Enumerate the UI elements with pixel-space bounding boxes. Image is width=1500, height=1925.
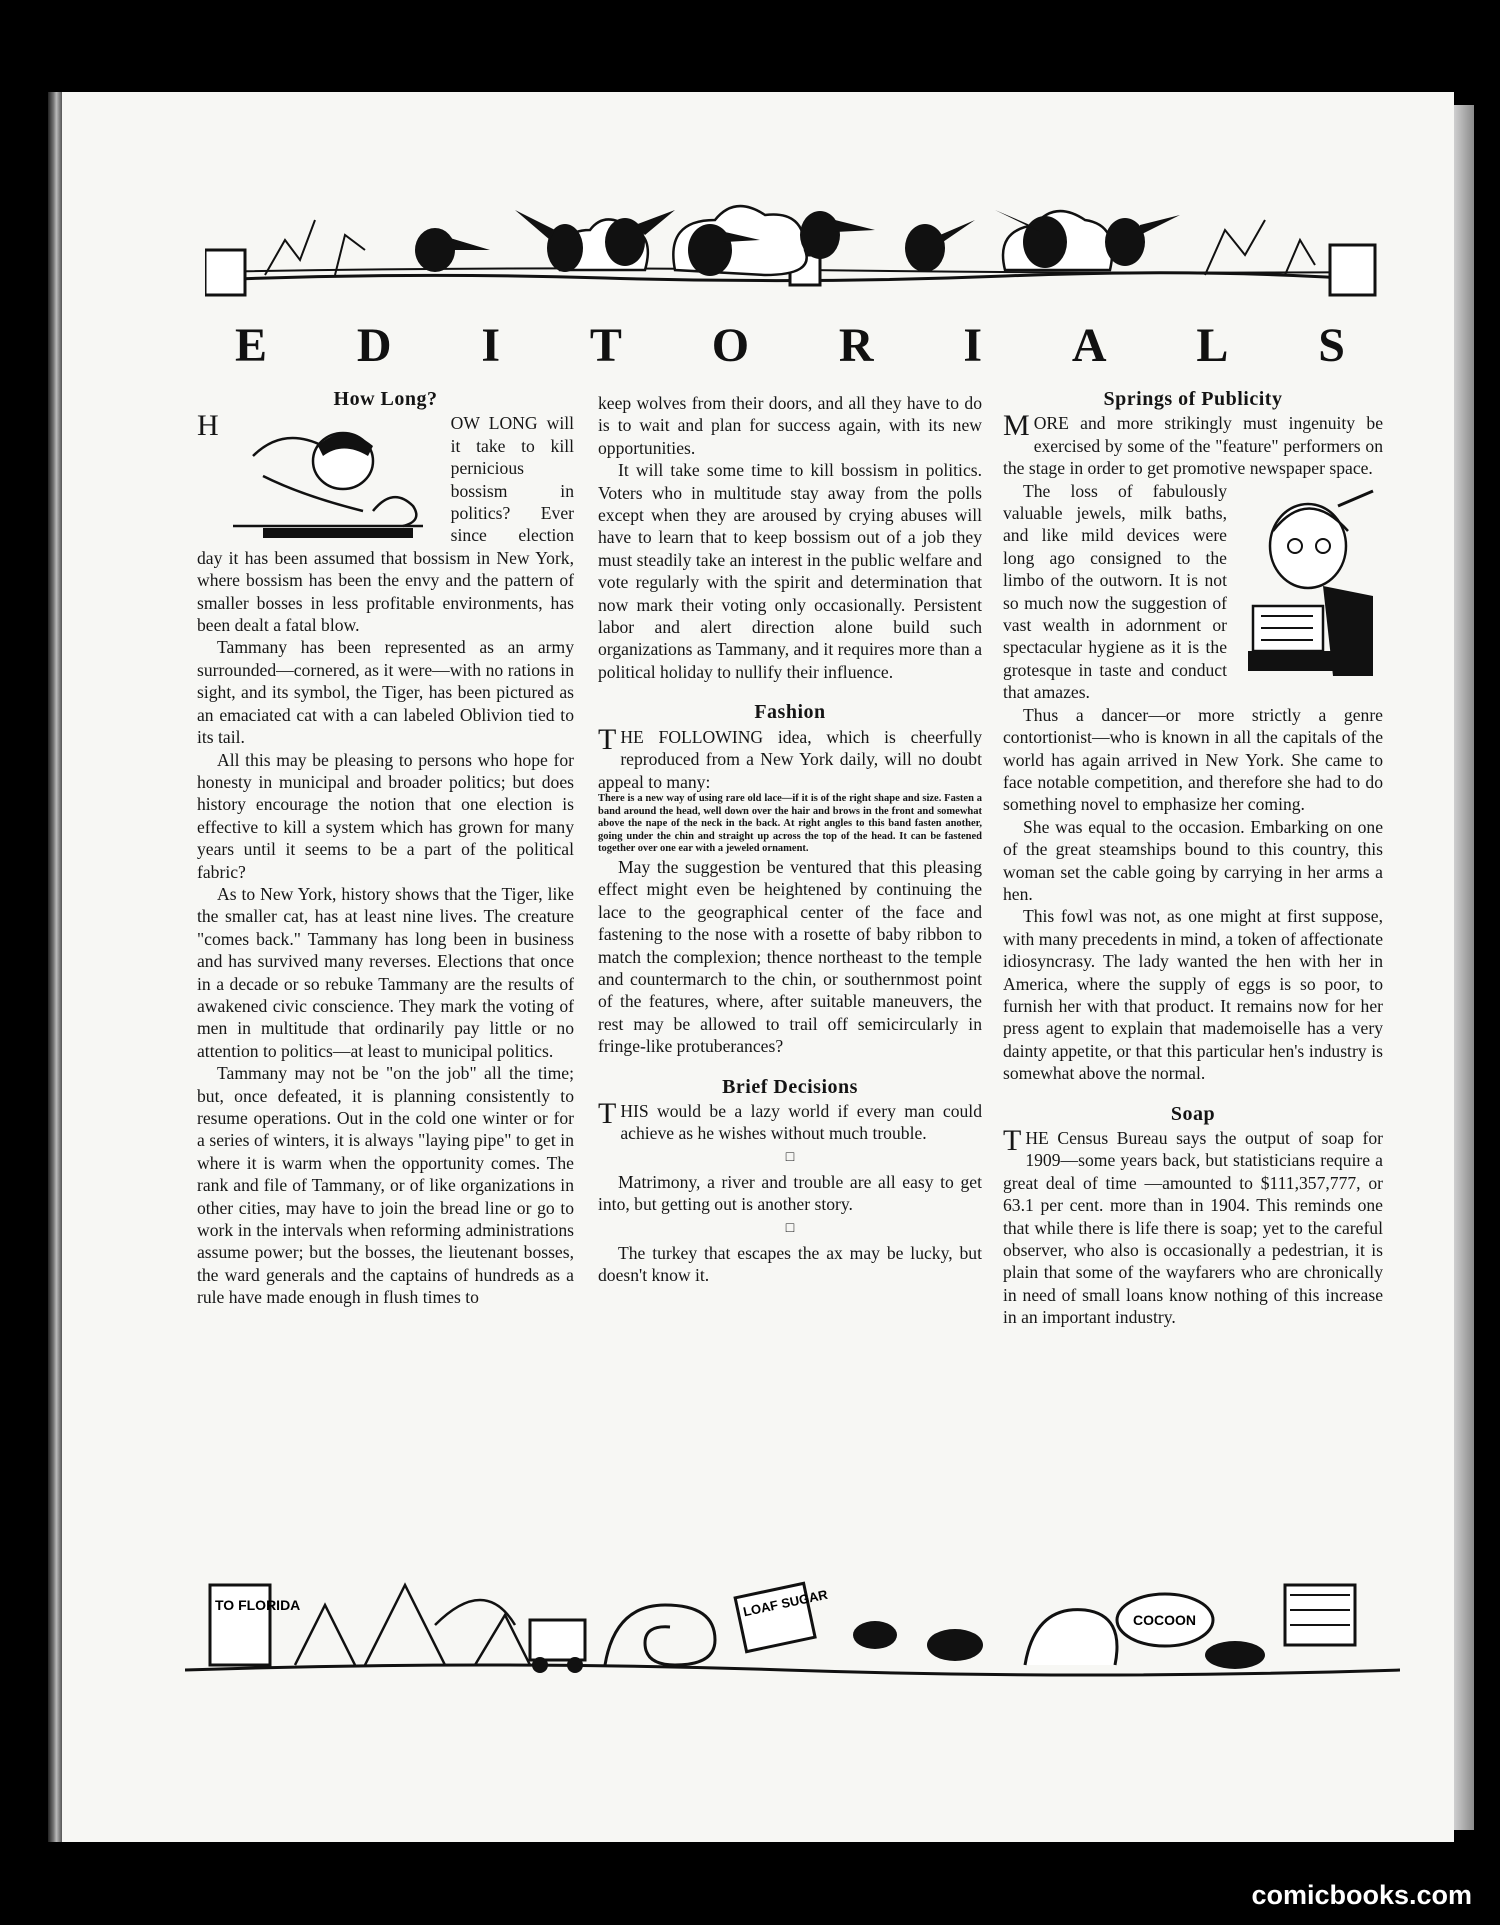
how-long-paragraph-2: Tammany has been represented as an army surrounded—cornered, as it were—with no rations in sight, and its symbol, the Tiger, has been pictured as an emaciated cat with a can labeled Oblivion tied to its tail.: [197, 637, 574, 748]
article-title-springs-of-publicity: Springs of Publicity: [1103, 388, 1283, 410]
how-long-paragraph-6: keep wolves from their doors, and all they have to do is to wait and plan for success again, with its new opportunities.: [598, 393, 982, 458]
spacer: [598, 1058, 982, 1076]
springs-paragraph-1: [1003, 409, 1383, 479]
masthead-letter: D: [356, 319, 392, 372]
footer-illustration-insects: [185, 1565, 1400, 1685]
next-page-edge: [1454, 105, 1474, 1830]
fashion-quote: There is a new way of using rare old lace—if it is of the right shape and size. Fasten a band around the head, well down over the hair and brows in the front and somewhat above the nape of the neck in the back. At right angles to this band fasten another, going under the chin and straight up across the top of the head. It can be fastened together over one ear with a jeweled ornament.: [598, 792, 982, 855]
masthead-letter: L: [1196, 319, 1229, 372]
masthead-title: [235, 318, 1345, 373]
fashion-paragraph-2: May the suggestion be ventured that this pleasing effect might even be heightened by continuing the lace to the geographical center of the face and fastening to the nose with a rosette of baby ribbon to match the complexion; thence northeast to the temple and countermarch to the chin, or southernmost point of the features, where, after suitable maneuvers, the rest may be allowed to trail off semicircularly in fringe-like protuberances?: [598, 856, 982, 1057]
article-title-how-long: How Long?: [333, 388, 438, 410]
book-binding: [48, 92, 62, 1842]
how-long-paragraph-1: [197, 409, 574, 636]
how-long-paragraph-7: It will take some time to kill bossism in politics. Voters who in multitude stay away from the polls except when they are aroused by crying abuses will have to learn that to keep bossism out of a job they must steadily take an interest in the public welfare and vote regularly with the spirit and determination that now mark their voting only occasionally. Persistent labor and alert direction alone build such organizations as Tammany, and it requires more than a political holiday to nullify their influence.: [598, 460, 982, 682]
drop-cap: H: [197, 409, 219, 443]
column-middle: [598, 392, 982, 1286]
footer-sign-label: TO FLORIDA: [215, 1597, 301, 1613]
footer-loaf-label: LOAF SUGAR: [741, 1586, 829, 1620]
masthead-letter: R: [838, 319, 874, 372]
article-title-brief-decisions: Brief Decisions: [722, 1075, 858, 1098]
drop-cap: M: [1003, 409, 1030, 443]
masthead-letter: A: [1071, 319, 1107, 372]
masthead-letter: I: [481, 319, 501, 372]
text: ORE and more strikingly must ingenuity be exercised by some of the "feature" performers on the stage in order to get promotive newspaper space.: [1003, 413, 1383, 479]
masthead-letter: T: [589, 319, 622, 372]
drop-cap: T: [1003, 1124, 1022, 1157]
masthead-letter: O: [711, 319, 750, 372]
how-long-paragraph-5: Tammany may not be "on the job" all the time; but, once defeated, it is planning consistently to resume operations. Out in the cold one winter or for a series of winters, it is always "laying pipe" to get in where it is warm when the opportunity comes. The rank and file of Tammany, or of like organizations in other cities, may have to join the bread line or go to work in the intervals when reforming administrations assume power; but the bosses, the lieutenant bosses, the ward generals and the captains of hundreds as a rule have made enough in flush times to: [197, 1063, 574, 1308]
spacer: [598, 683, 982, 701]
masthead-letter: E: [235, 319, 268, 372]
column-left: [197, 388, 574, 1309]
text: HE Census Bureau says the output of soap for 1909—some years back, but statisticians require a great deal of time —amounted to $111,357,777, or 63.1 per cent. more than in 1904. This reminds one that while there is life there is soap; yet to the careful observer, who also is occasionally a pedestrian, it is plain that some of the wayfarers who are chronically in need of small loans know nothing of this increase in an important industry.: [1003, 1128, 1383, 1328]
springs-paragraph-2: [1003, 480, 1383, 704]
brief-paragraph-1: [598, 1096, 982, 1145]
fashion-paragraph-1: [598, 722, 982, 793]
column-right: [1003, 388, 1383, 1329]
springs-paragraph-4: She was equal to the occasion. Embarking on one of the great steamships bound to this country, this woman set the cable going by carrying in her arms a hen.: [1003, 816, 1383, 904]
separator-box: □: [785, 1220, 795, 1236]
article-title-fashion: Fashion: [754, 701, 826, 724]
article-title-soap: Soap: [1170, 1102, 1216, 1125]
springs-paragraph-5: This fowl was not, as one might at first suppose, with many precedents in mind, a token of affectionate idiosyncrasy. The lady wanted the hen with her in America, where the supply of eggs is so poor, to furnish her with that product. It remains now for her press agent to explain that mademoiselle has a very dainty appetite, or that this particular hen's industry is somewhat above the normal.: [1003, 906, 1383, 1084]
soap-paragraph-1: [1003, 1124, 1383, 1329]
watermark: comicbooks.com: [1251, 1880, 1472, 1910]
drop-cap: T: [598, 1096, 617, 1130]
text: OW LONG will it take to kill pernicious bossism in politics? Ever since election day it has been assumed that bossism in New York, where bossism has been the envy and the pattern of smaller bosses in less profitable environments, has been dealt a fatal blow.: [197, 413, 574, 636]
text: The loss of fabulously valuable jewels, milk baths, and like mild devices were long ago consigned to the limbo of the outworn. It is not so much now the suggestion of vast wealth in adornment or spectacular hygiene as it is the grotesque in taste and conduct that amazes.: [1003, 480, 1227, 703]
header-illustration-crows: [205, 180, 1380, 300]
cartoon-boss-at-desk: [223, 416, 445, 544]
separator-box: □: [785, 1149, 795, 1165]
how-long-paragraph-4: As to New York, history shows that the Tiger, like the smaller cat, has at least nine lives. The creature "comes back." Tammany has long been in business and has survived many reverses. Elections that once in a decade or so rebuke Tammany are the results of awakened civic conscience. They mark the voting of men in multitude that ordinarily pay little or no attention to politics—at least to municipal politics.: [197, 883, 574, 1061]
masthead-letter: S: [1318, 319, 1345, 372]
spacer: [1003, 1085, 1383, 1103]
cartoon-press-agent-typing: [1233, 486, 1383, 681]
drop-cap: T: [598, 722, 617, 756]
how-long-paragraph-3: All this may be pleasing to persons who hope for honesty in municipal and broader politics; but does history encourage the notion that one election is effective to kill a system which has grown for many years until it seems to be a part of the political fabric?: [197, 749, 574, 882]
brief-paragraph-2: Matrimony, a river and trouble are all easy to get into, but getting out is another story.: [598, 1171, 982, 1215]
footer-cocoon-label: COCOON: [1133, 1612, 1196, 1628]
brief-paragraph-3: The turkey that escapes the ax may be lucky, but doesn't know it.: [598, 1242, 982, 1285]
springs-paragraph-3: Thus a dancer—or more strictly a genre contortionist—who is known in all the capitals of the world has again arrived in New York. She came to face notable competition, and therefore she had to do something novel to emphasize her coming.: [1003, 704, 1383, 815]
text: HE FOLLOWING idea, which is cheerfully reproduced from a New York daily, will no doubt appeal to many:: [598, 726, 982, 792]
text: HIS would be a lazy world if every man could achieve as he wishes without much trouble.: [620, 1100, 982, 1144]
masthead-letter: I: [963, 319, 983, 372]
